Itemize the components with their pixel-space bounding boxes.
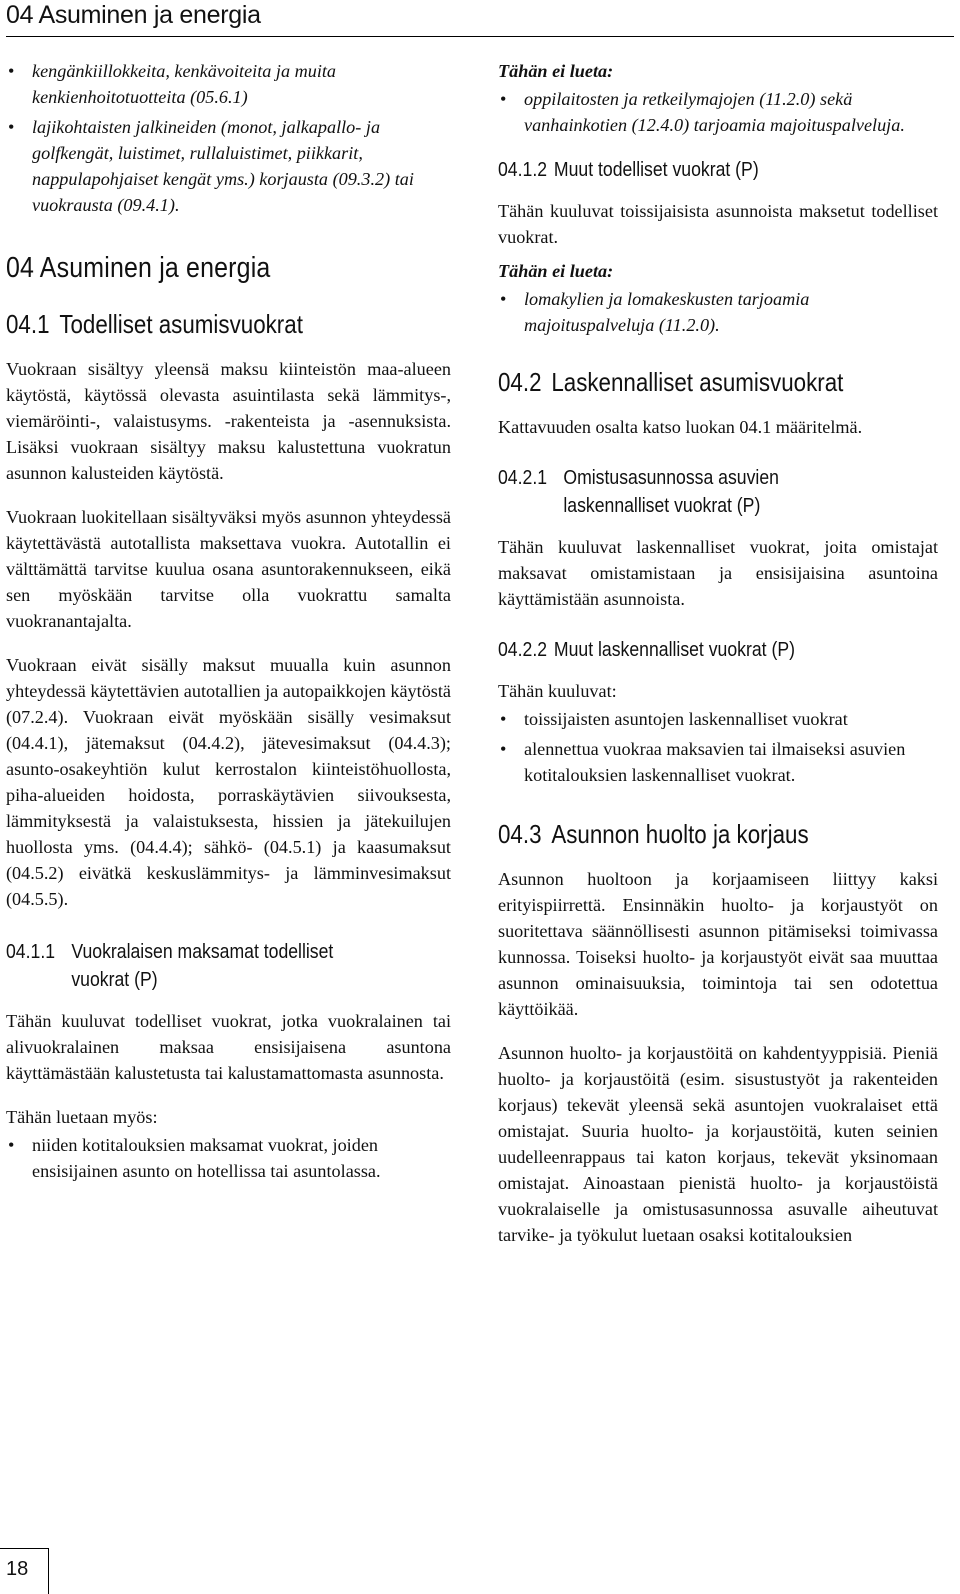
bullet-icon: • bbox=[500, 289, 507, 309]
paragraph: Asunnon huolto- ja korjaustöitä on kahdentyyppisiä. Pieniä huolto- ja korjaustöitä (esim. sisustustyöt ja rakenteiden korjaus) tekevät yleensä sekä asuntojen vuokralaiset että omistajat. Suuria huolto- ja korjaustöitä, kuten seinien uudelleenrappaus tai katon korjaus, tekevät yksinomaan omistajat. Ainoastaan pienistä huolto- ja korjaustöistä vuokralaiselle ja omistusasunnossa asuvalle aiheutuvat tarvike- ja työkulut luetaan osaksi kotitalouksien bbox=[498, 1043, 938, 1245]
list-item: • lajikohtaisten jalkineiden (monot, jalkapallo- ja golfkengät, luistimet, rullaluistimet, piikkarit, nappulapohjaiset kengät yms.) korjausta (09.3.2) tai vuokrausta (09.4.1). bbox=[6, 114, 451, 218]
section-heading-04-3: 04.3 Asunnon huolto ja korjaus bbox=[498, 819, 809, 849]
bullet-icon: • bbox=[500, 89, 507, 109]
bullet-icon: • bbox=[500, 739, 507, 759]
header-title: 04 Asuminen ja energia bbox=[6, 1, 261, 29]
list-item: • toissijaisten asuntojen laskennalliset vuokrat bbox=[498, 706, 938, 732]
bullet-icon: • bbox=[8, 61, 15, 81]
footer-rule bbox=[0, 1548, 48, 1549]
paragraph: Kattavuuden osalta katso luokan 04.1 määritelmä. bbox=[498, 417, 863, 437]
included-bullet-list bbox=[498, 706, 938, 788]
section-heading-04-1-1: 04.1.1 Vuokralaisen maksamat todelliset vuokrat (P) bbox=[6, 940, 334, 991]
paragraph: Vuokraan luokitellaan sisältyväksi myös asunnon yhteydessä käytettävästä autotallista maksettava vuokra. Autotallin ei välttämättä tarvitse kuulua osana asuntorakennukseen, eikä sen myöskään tarvitse olla vuokrattu samalta vuokranantajalta. bbox=[6, 507, 451, 631]
bullet-icon: • bbox=[8, 1135, 15, 1155]
paragraph: Vuokraan eivät sisälly maksut muualla kuin asunnon yhteydessä käytettävien autotallien ja autopaikkojen käytöstä (07.2.4). Vuokraan eivät myöskään sisälly vesimaksut (04.4.1), jätemaksut (04.4.2), jätevesimaksut (04.4.3); asunto-osakeyhtiön kulut kerrostalon kiinteistöhuollosta, piha-alueiden hoidosta, porraskäytävien siivouksesta, lämmityksestä ja valaistuksesta, hissien ja jätekuilujen huollosta yms. (04.4.4); sähkö- (04.5.1) ja kaasumaksut (04.5.2) eivätkä keskuslämmitys- ja lämminvesimaksut (04.5.5). bbox=[6, 655, 451, 909]
paragraph: Tähän kuuluvat laskennalliset vuokrat, joita omistajat maksavat omistamistaan ja ensisijaisina asuntoina käyttämistään asunnoista. bbox=[498, 537, 938, 609]
section-heading-04-2-2: 04.2.2 Muut laskennalliset vuokrat (P) bbox=[498, 638, 795, 661]
label-included: Tähän luetaan myös: bbox=[6, 1107, 158, 1127]
excluded-bullet-list bbox=[498, 86, 938, 138]
footer-divider bbox=[48, 1548, 49, 1594]
chapter-title: 04 Asuminen ja energia bbox=[6, 252, 271, 284]
left-column bbox=[6, 58, 451, 1202]
section-heading-04-1-2: 04.1.2 Muut todelliset vuokrat (P) bbox=[498, 158, 759, 181]
section-heading-04-2-1: 04.2.1 Omistusasunnossa asuvien laskennalliset vuokrat (P) bbox=[498, 466, 779, 517]
list-item: • alennettua vuokraa maksavien tai ilmaiseksi asuvien kotitalouksien laskennalliset vuokrat. bbox=[498, 736, 938, 788]
list-item: • oppilaitosten ja retkeilymajojen (11.2.0) sekä vanhainkotien (12.4.0) tarjoamia majoituspalveluja. bbox=[498, 86, 938, 138]
bullet-icon: • bbox=[500, 709, 507, 729]
page-number: 18 bbox=[6, 1558, 29, 1580]
page-header bbox=[6, 0, 954, 37]
section-heading-04-1: 04.1 Todelliset asumisvuokrat bbox=[6, 309, 303, 339]
paragraph: Asunnon huoltoon ja korjaamiseen liittyy kaksi erityispiirrettä. Ensinnäkin huolto- ja korjaustyöt on suoritettava säännöllisesti asunnon pitämiseksi toimivassa kunnossa. Toiseksi huolto- ja korjaustyöt eivät saa muuttaa asunnon ominaisuuksia, toimintoja tai sen odotettua käyttöikää. bbox=[498, 869, 938, 1019]
label-excluded: Tähän ei lueta: bbox=[498, 261, 614, 281]
paragraph: Vuokraan sisältyy yleensä maksu kiinteistön maa-alueen käytöstä, käytössä olevasta asuintilasta sekä lämmitys-, viemäröinti-, valaistusyms. -rakenteista ja -asennuksista. Lisäksi vuokraan sisältyy maksu kalustettuna vuokratun asunnon kalusteiden käytöstä. bbox=[6, 359, 451, 483]
paragraph: Tähän kuuluvat todelliset vuokrat, jotka vuokralainen tai alivuokralainen maksaa ensisijaisena asuntona käyttämästään kalustetusta tai kalustamattomasta asunnosta. bbox=[6, 1011, 451, 1083]
top-bullet-list bbox=[6, 58, 451, 218]
excluded-bullet-list bbox=[498, 286, 938, 338]
bullet-icon: • bbox=[8, 117, 15, 137]
included-bullet-list bbox=[6, 1132, 451, 1184]
paragraph: Tähän kuuluvat toissijaisista asunnoista maksetut todelliset vuokrat. bbox=[498, 201, 938, 247]
label-included: Tähän kuuluvat: bbox=[498, 681, 617, 701]
label-excluded: Tähän ei lueta: bbox=[498, 61, 614, 81]
section-heading-04-2: 04.2 Laskennalliset asumisvuokrat bbox=[498, 367, 844, 397]
list-item: • lomakylien ja lomakeskusten tarjoamia majoituspalveluja (11.2.0). bbox=[498, 286, 938, 338]
list-item: • kengänkiillokkeita, kenkävoiteita ja muita kenkienhoitotuotteita (05.6.1) bbox=[6, 58, 451, 110]
right-column bbox=[498, 58, 938, 1266]
list-item: • niiden kotitalouksien maksamat vuokrat, joiden ensisijainen asunto on hotellissa tai asuntolassa. bbox=[6, 1132, 451, 1184]
